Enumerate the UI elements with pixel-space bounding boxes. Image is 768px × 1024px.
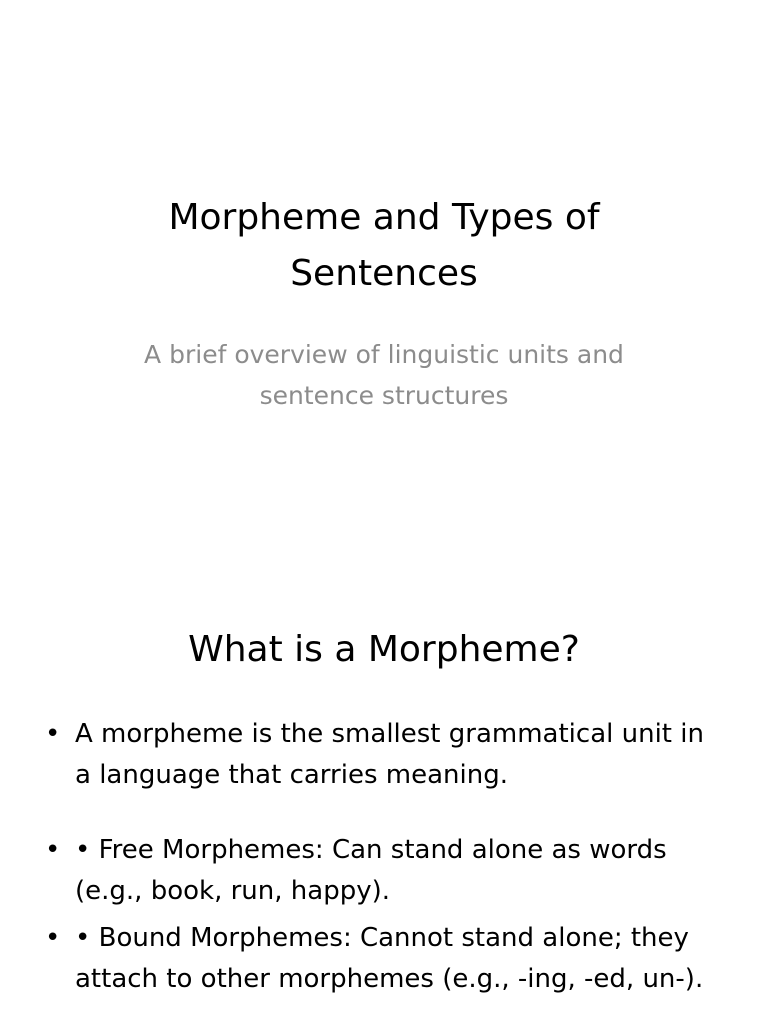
content-slide	[0, 576, 768, 1024]
bullet-item	[0, 918, 768, 1000]
bullet-icon: •	[45, 923, 61, 953]
slide-title: Morpheme and Types of Sentences	[168, 197, 600, 294]
bullet-item	[0, 714, 768, 796]
slide-subtitle: A brief overview of linguistic units and sentence structures	[144, 340, 624, 410]
bullet-icon: •	[45, 719, 61, 749]
bullet-text: A morpheme is the smallest grammatical unit in a language that carries meaning.	[75, 719, 704, 790]
bullet-item	[0, 830, 768, 912]
slide-heading: What is a Morpheme?	[188, 629, 580, 670]
bullet-text: • Free Morphemes: Can stand alone as words (e.g., book, run, happy).	[75, 835, 667, 906]
bullet-text: • Bound Morphemes: Cannot stand alone; they attach to other morphemes (e.g., -ing, -ed, un-).	[75, 923, 704, 994]
bullet-list	[0, 714, 768, 1000]
bullet-icon: •	[45, 835, 61, 865]
